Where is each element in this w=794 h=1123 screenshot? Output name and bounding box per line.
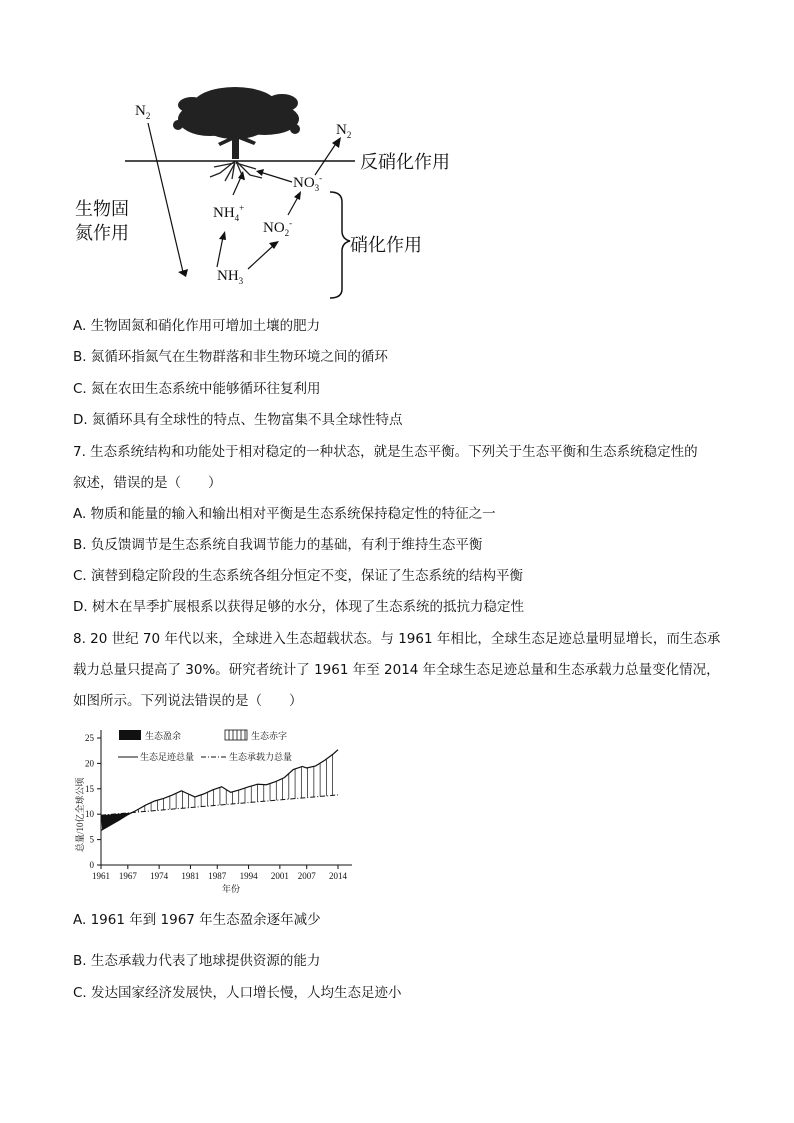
y-tick-label: 15 <box>85 783 94 794</box>
fixation-label-line1: 生物固 <box>75 199 129 220</box>
nitrification-brace <box>330 192 350 298</box>
q8-option-b: B. 生态承载力代表了地球提供资源的能力 <box>73 953 321 969</box>
q7-option-d: D. 树木在旱季扩展根系以获得足够的水分，体现了生态系统的抵抗力稳定性 <box>73 599 524 615</box>
y-axis-title: 总量/10亿全球公顷 <box>75 777 85 852</box>
nh3-label: $NH_3$ <box>217 268 244 286</box>
legend-capacity-label: 生态承载力总量 <box>229 752 293 762</box>
footprint-line <box>101 750 338 831</box>
y-tick-label: 25 <box>85 733 94 743</box>
x-tick-label: 1967 <box>118 871 137 881</box>
x-tick-label: 1974 <box>150 871 169 881</box>
legend-surplus-label: 生态盈余 <box>145 731 182 741</box>
legend-surplus-swatch <box>119 730 141 740</box>
arrow-no2-no3 <box>288 197 298 215</box>
legend-deficit-swatch <box>225 730 247 740</box>
x-tick-label: 1981 <box>181 871 200 881</box>
denitrification-arrow <box>315 145 335 175</box>
x-tick-label: 1994 <box>239 871 258 881</box>
q8-stem-line3: 如图所示。下列说法错误的是（ ） <box>73 693 303 709</box>
q7-option-a: A. 物质和能量的输入和输出相对平衡是生态系统保持稳定性的特征之一 <box>73 506 496 522</box>
nh4-label: $NH_4^+$ <box>213 203 245 223</box>
q8-stem-line1: 8. 20 世纪 70 年代以来，全球进入生态超载状态。与 1961 年相比，全球生态足迹总量明显增长，而生态承 <box>73 631 721 647</box>
n2-right-label: $N_2$ <box>336 122 352 140</box>
q7-stem-line2: 叙述，错误的是（ ） <box>73 475 222 491</box>
y-tick-label: 10 <box>85 809 94 820</box>
uptake-arrow-nh4 <box>233 177 241 195</box>
fixation-label-line2: 氮作用 <box>75 223 129 244</box>
q8-stem-line2: 载力总量只提高了 30%。研究者统计了 1961 年至 2014 年全球生态足迹总量和生态承载力总量变化情况， <box>73 662 720 678</box>
chart-canvas <box>70 722 370 900</box>
x-tick-label: 2014 <box>329 871 347 881</box>
fixation-arrow <box>148 123 183 272</box>
nitrification-label: 硝化作用 <box>350 235 422 256</box>
legend-deficit-label: 生态赤字 <box>251 731 288 741</box>
tree-roots <box>210 161 262 181</box>
legend-footprint-label: 生态足迹总量 <box>140 752 195 762</box>
denitrification-label: 反硝化作用 <box>360 152 450 173</box>
q8-option-c: C. 发达国家经济发展快，人口增长慢，人均生态足迹小 <box>73 985 402 1001</box>
arrow-nh3-no2 <box>248 245 274 269</box>
capacity-line <box>101 795 338 815</box>
footprint-chart <box>70 722 370 900</box>
q7-stem-line1: 7. 生态系统结构和功能处于相对稳定的一种状态，就是生态平衡。下列关于生态平衡和生态系统稳定性的 <box>73 444 698 460</box>
q6-option-b: B. 氮循环指氮气在生物群落和非生物环境之间的循环 <box>73 349 388 365</box>
arrow-nh3-nh4 <box>217 237 223 267</box>
q6-option-d: D. 氮循环具有全球性的特点、生物富集不具全球性特点 <box>73 412 403 428</box>
q7-option-c: C. 演替到稳定阶段的生态系统各组分恒定不变，保证了生态系统的结构平衡 <box>73 568 524 584</box>
x-tick-label: 2001 <box>270 871 289 881</box>
y-tick-label: 20 <box>85 758 94 769</box>
q7-option-b: B. 负反馈调节是生态系统自我调节能力的基础，有利于维持生态平衡 <box>73 537 483 553</box>
y-tick-label: 0 <box>89 860 94 870</box>
uptake-arrow-no3 <box>260 172 292 182</box>
q6-option-c: C. 氮在农田生态系统中能够循环往复利用 <box>73 381 321 397</box>
x-tick-label: 1961 <box>92 871 110 881</box>
x-axis-title: 年份 <box>222 884 241 894</box>
y-tick-label: 5 <box>89 834 94 845</box>
x-tick-label: 1987 <box>208 871 227 881</box>
x-tick-label: 2007 <box>297 871 316 881</box>
no2-label: $NO_2^-$ <box>263 218 293 238</box>
nitrogen-cycle-diagram <box>60 85 480 305</box>
tree-illustration <box>173 87 300 159</box>
q8-option-a: A. 1961 年到 1967 年生态盈余逐年减少 <box>73 912 321 928</box>
n2-left-label: $N_2$ <box>135 103 151 121</box>
q6-option-a: A. 生物固氮和硝化作用可增加土壤的肥力 <box>73 318 321 334</box>
no3-label: $NO_3^-$ <box>293 173 323 193</box>
